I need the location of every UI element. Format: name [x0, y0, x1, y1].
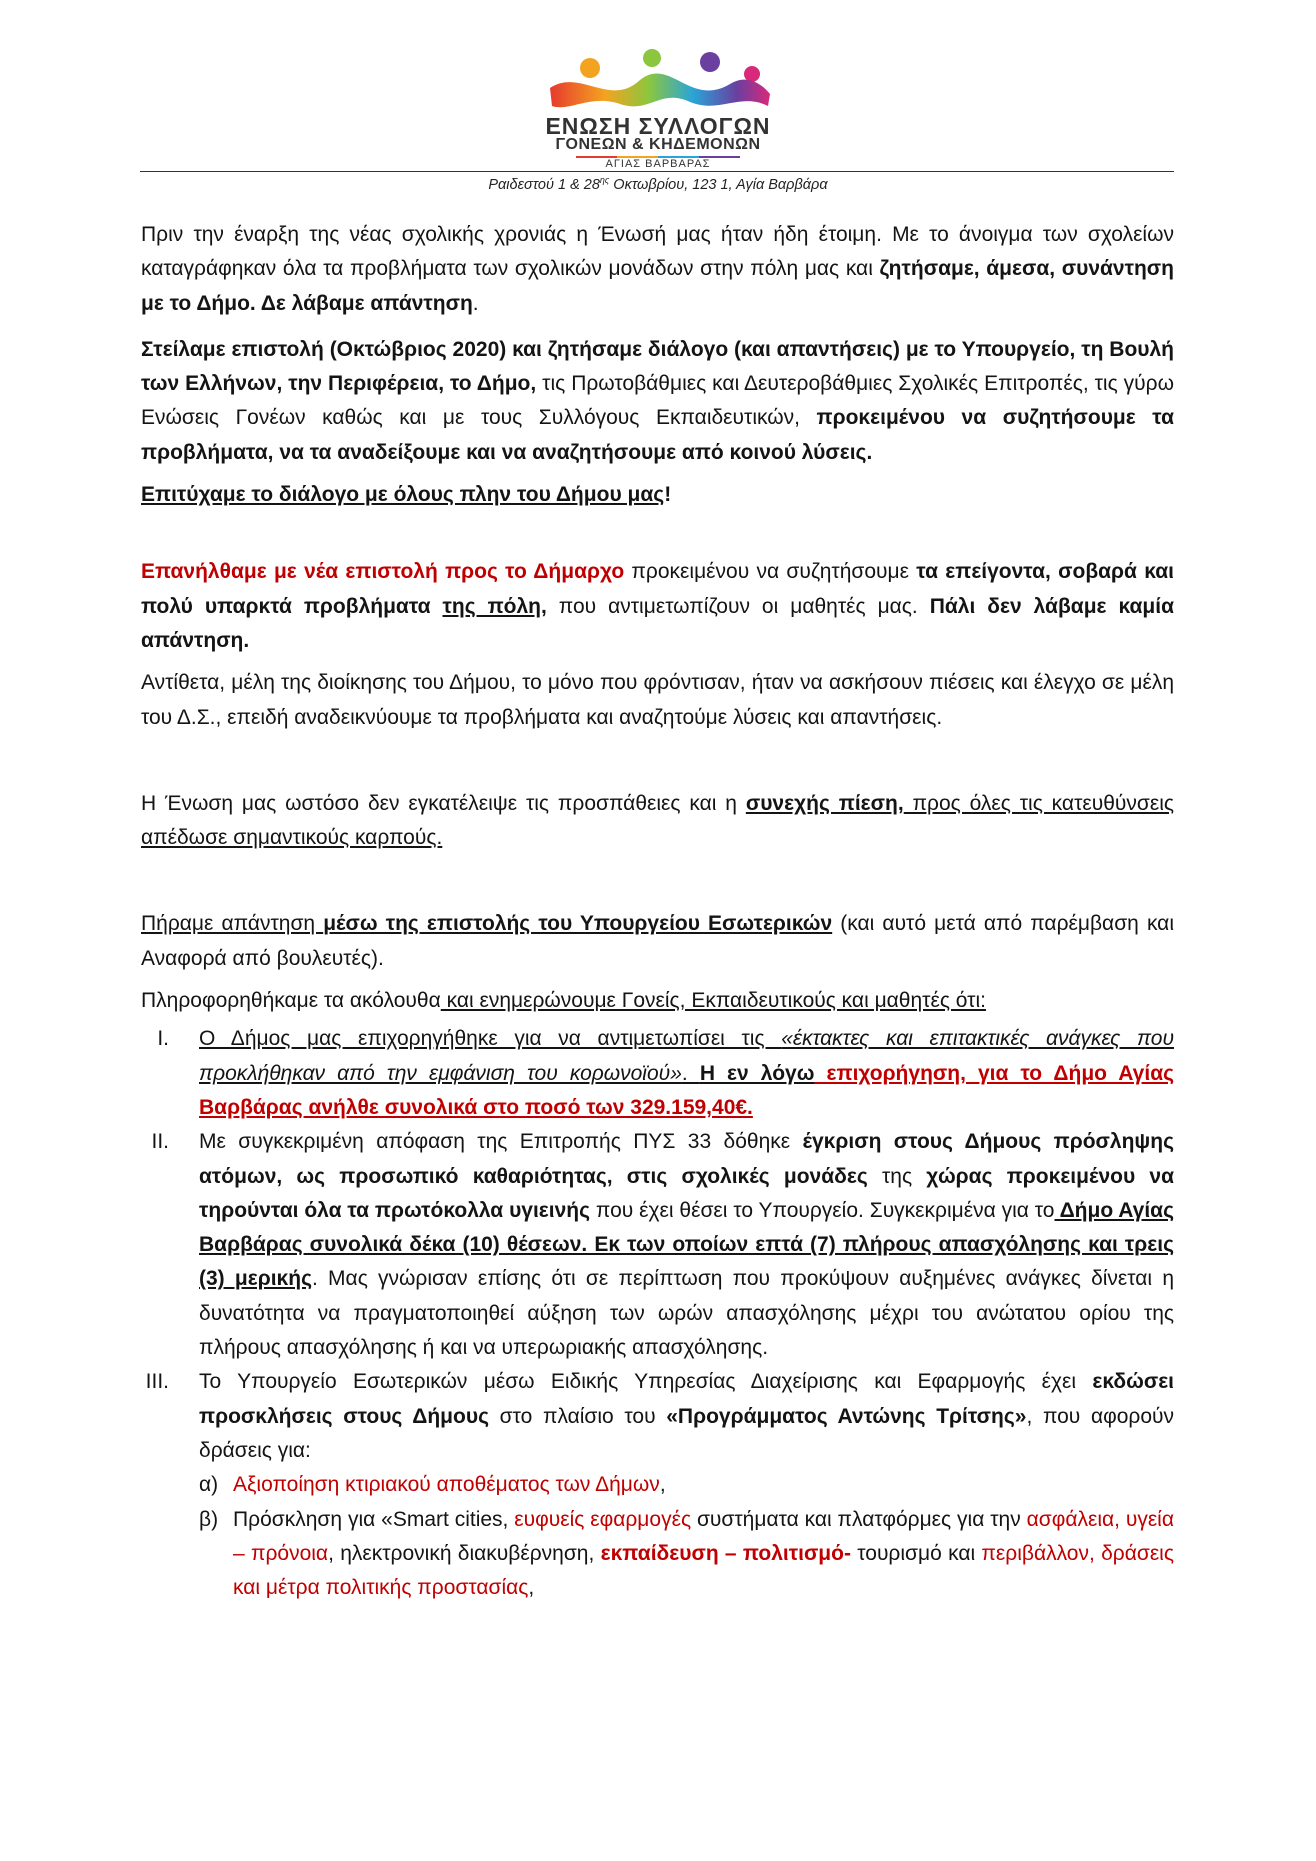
red-text: ασφάλεια, υγεία – πρόνοια — [233, 1507, 1174, 1565]
bold-underlined-text: Επιτύχαμε το διάλογο με όλους πλην του Δήμου μας — [141, 483, 665, 507]
bold-text: Πάλι δεν λάβαμε καμία απάντηση. — [141, 594, 1174, 652]
list-item-1 — [141, 1022, 1174, 1125]
list-number: III. — [145, 1370, 169, 1394]
text: Με συγκεκριμένη απόφαση της Επιτροπής ΠΥΣ 33 δόθηκε — [199, 1130, 803, 1154]
text: στο πλαίσιο του — [488, 1404, 667, 1428]
logo-title-line1: ΕΝΩΣΗ ΣΥΛΛΟΓΩΝ — [545, 113, 771, 139]
parents-figures-logo-graphic — [540, 48, 776, 114]
bold-underlined-text: μέσω της επιστολής του Υπουργείου Εσωτερικών — [323, 912, 833, 936]
bold-underlined-text: συνεχής πίεση, — [745, 791, 904, 815]
paragraph-6 — [141, 787, 1174, 856]
association-logo — [540, 48, 776, 170]
text: που έχει θέσει το Υπουργείο. Συγκεκριμένα για το — [590, 1198, 1055, 1222]
red-bold-text: Επανήλθαμε με νέα επιστολή προς το Δήμαρχο — [141, 560, 625, 584]
bold-text: εκδώσει προσκλήσεις στους Δήμους — [199, 1370, 1174, 1428]
red-text: περιβάλλον, δράσεις και μέτρα πολιτικής προστασίας — [233, 1541, 1174, 1600]
text: , — [528, 1576, 535, 1600]
list-number: II. — [151, 1130, 169, 1154]
underlined-text: . — [681, 1061, 700, 1085]
address-superscript: ης — [599, 175, 610, 185]
sub-item-b — [199, 1503, 1174, 1606]
letter-body — [141, 218, 1174, 1605]
bold-text: χώρας προκειμένου να τηρούνται όλα τα πρωτόκολλα υγιεινής — [199, 1164, 1174, 1222]
header-address — [0, 175, 1316, 193]
paragraph-2 — [141, 333, 1174, 470]
bold-underlined-text: Η εν λόγω — [699, 1061, 815, 1085]
address-part: Ραιδεστού 1 & 28 — [488, 176, 600, 193]
logo-title-line2: ΓΟΝΕΩΝ & ΚΗΔΕΜΟΝΩΝ — [555, 136, 761, 153]
red-text: Αξιοποίηση κτιριακού αποθέματος των Δήμων — [233, 1473, 660, 1497]
italic-underlined-text: «έκτακτες και επιτακτικές ανάγκες που προκλήθηκαν από την εμφάνιση του κορωνοϊού» — [199, 1027, 1175, 1085]
list-number: I. — [157, 1027, 169, 1051]
paragraph-3 — [141, 478, 1174, 512]
sub-item-letter: α) — [199, 1473, 219, 1497]
text: , ηλεκτρονική διακυβέρνηση, — [328, 1541, 601, 1565]
sub-item-letter: β) — [199, 1507, 219, 1531]
text: , που αφορούν δράσεις για: — [199, 1404, 1175, 1462]
bold-text: «Προγράμματος Αντώνης Τρίτσης» — [666, 1404, 1027, 1428]
bold-text: ! — [664, 483, 672, 507]
text: Η Ένωση μας ωστόσο δεν εγκατέλειψε τις προσπάθειες και η — [141, 791, 746, 815]
text: τουρισμό και — [850, 1541, 982, 1565]
text: προκειμένου να συζητήσουμε — [624, 560, 917, 584]
findings-list — [141, 1022, 1174, 1605]
bold-underlined-text: της πόλη, — [442, 594, 547, 618]
sub-list — [199, 1468, 1174, 1605]
red-bold-underlined-text: επιχορήγηση, για το Δήμο Αγίας Βαρβάρας ανήλθε συνολικά στο ποσό των 329.159,40€. — [199, 1061, 1175, 1119]
red-bold-text: εκπαίδευση – πολιτισμό- — [600, 1541, 851, 1565]
text: Πριν την έναρξη της νέας σχολικής χρονιάς η Ένωσή μας ήταν ήδη έτοιμη. Με το άνοιγμα των σχολείων καταγράφηκαν όλα τα προβλήματα των σχολικών μονάδων στην πόλη μας και — [141, 223, 1174, 281]
underlined-text: Πήραμε απάντηση — [141, 912, 324, 936]
logo-title-line3: ΑΓΙΑΣ ΒΑΡΒΑΡΑΣ — [605, 158, 711, 170]
paragraph-8 — [141, 984, 1174, 1018]
bold-text: τα επείγοντα, σοβαρά και πολύ υπαρκτά προβλήματα — [141, 560, 1174, 618]
paragraph-7 — [141, 907, 1174, 976]
text: Το Υπουργείο Εσωτερικών μέσω Ειδικής Υπηρεσίας Διαχείρισης και Εφαρμογής έχει — [199, 1370, 1093, 1394]
paragraph-1 — [141, 218, 1174, 321]
underlined-text: προς όλες τις κατευθύνσεις απέδωσε σημαντικούς καρπούς. — [141, 791, 1174, 850]
bold-text: ζητήσαμε, άμεσα, συνάντηση με το Δήμο. Δε λάβαμε απάντηση — [141, 257, 1174, 315]
text: , — [659, 1473, 666, 1497]
address-part: Οκτωβρίου, 123 1, Αγία Βαρβάρα — [609, 176, 828, 193]
text: Πληροφορηθήκαμε τα ακόλουθα — [141, 989, 441, 1013]
bold-text: έγκριση στους Δήμους πρόσληψης ατόμων, ως προσωπικό καθαριότητας, στις σχολικές μονάδες — [199, 1130, 1174, 1188]
text: τις Πρωτοβάθμιες και Δευτεροβάθμιες Σχολικές Επιτροπές, τις γύρω Ενώσεις Γονέων καθώς και με τους Συλλόγους Εκπαιδευτικών, — [141, 372, 1174, 430]
list-item-3 — [141, 1365, 1174, 1468]
bold-underlined-text: Δήμο Αγίας Βαρβάρας συνολικά δέκα (10) θέσεων. Εκ των οποίων επτά (7) πλήρους απασχόλησης και τρεις (3) μερικής — [199, 1198, 1175, 1291]
text: της — [867, 1164, 927, 1188]
red-text: ευφυείς εφαρμογές — [514, 1507, 692, 1531]
text: (και αυτό μετά από παρέμβαση και Αναφορά από βουλευτές). — [141, 912, 1174, 970]
text: συστήματα και πλατφόρμες για την — [691, 1507, 1027, 1531]
bold-text: προκειμένου να συζητήσουμε τα προβλήματα, να τα αναδείξουμε και να αναζητήσουμε από κοινού λύσεις. — [141, 406, 1174, 464]
text: Αντίθετα, μέλη της διοίκησης του Δήμου, το μόνο που φρόντισαν, ήταν να ασκήσουν πιέσεις και έλεγχο σε μέλη του Δ.Σ., επειδή αναδεικνύουμε τα προβλήματα και αναζητούμε λύσεις και απαντήσεις. — [141, 671, 1174, 729]
underlined-text: Ο Δήμος μας επιχορηγήθηκε για να αντιμετωπίσει τις — [199, 1027, 782, 1051]
sub-item-a — [199, 1468, 1174, 1502]
paragraph-4 — [141, 555, 1174, 658]
text: που αντιμετωπίζουν οι μαθητές μας. — [546, 594, 930, 618]
underlined-text: και ενημερώνουμε Γονείς, Εκπαιδευτικούς και μαθητές ότι: — [440, 989, 986, 1013]
list-item-2 — [141, 1125, 1174, 1365]
header-divider — [140, 171, 1174, 172]
paragraph-5 — [141, 666, 1174, 735]
text: . — [472, 291, 479, 315]
bold-text: Στείλαμε επιστολή (Οκτώβριος 2020) και ζητήσαμε διάλογο (και απαντήσεις) με το Υπουργείο, τη Βουλή των Ελλήνων, την Περιφέρεια, το Δήμο, — [141, 337, 1174, 396]
text: . Μας γνώρισαν επίσης ότι σε περίπτωση που προκύψουν αυξημένες ανάγκες δίνεται η δυνατότητα να πραγματοποιηθεί αύξηση των ωρών απασχόλησης μέχρι του ανώτατου ορίου της πλήρους απασχόλησης ή και να υπερωριακής απασχόλησης. — [199, 1267, 1174, 1360]
text: Πρόσκληση για «Smart cities, — [233, 1507, 515, 1531]
